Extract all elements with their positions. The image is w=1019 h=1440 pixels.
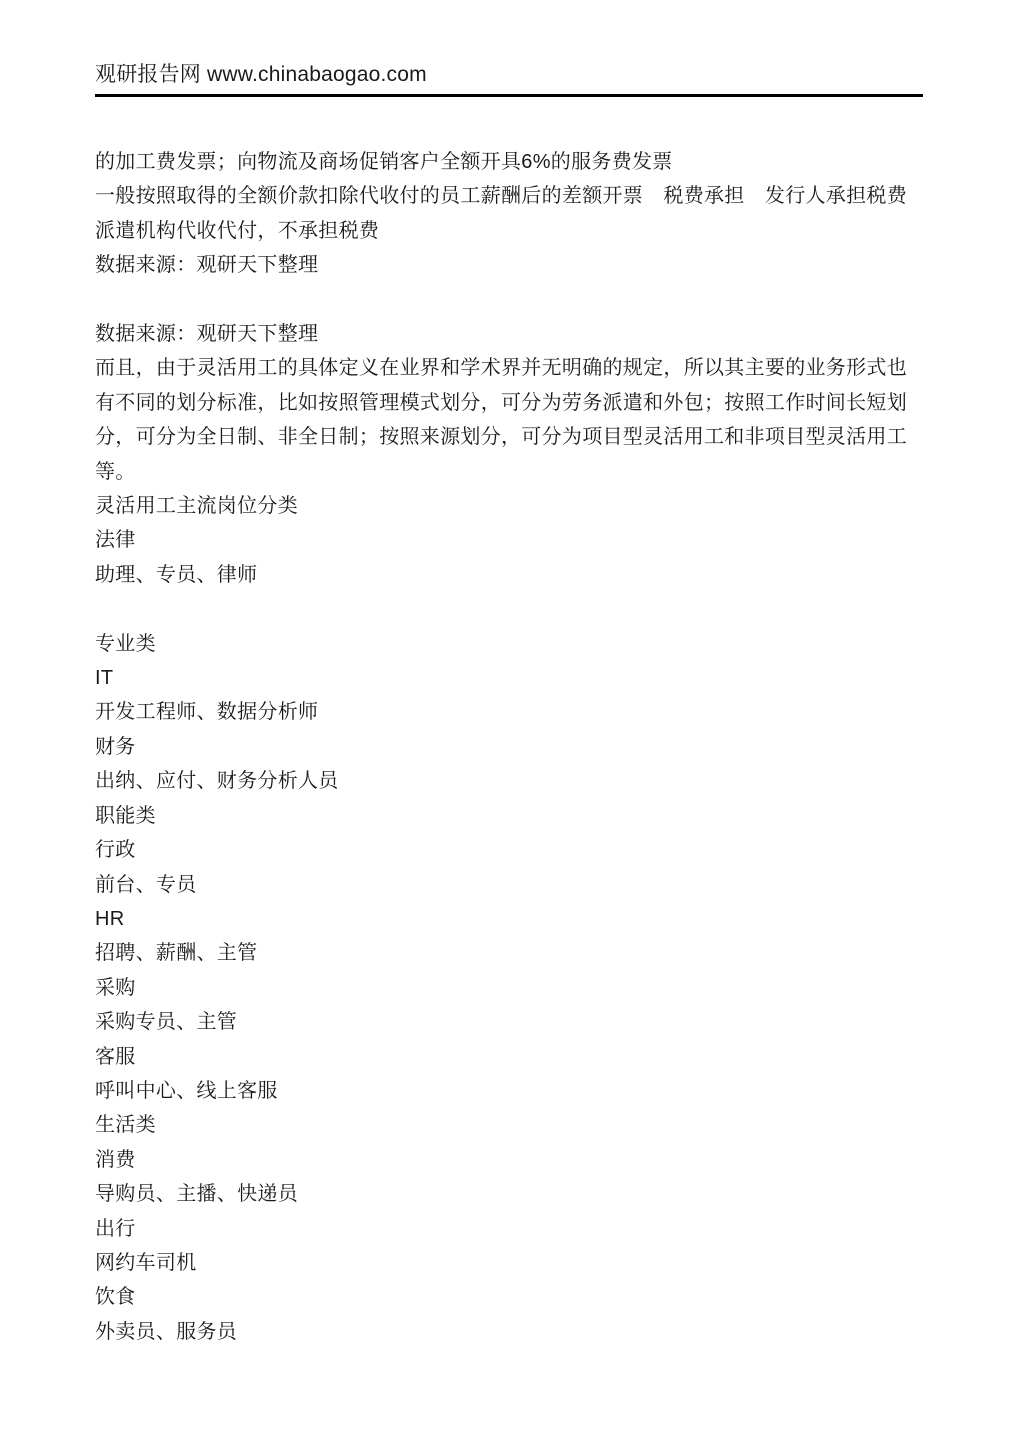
text-line: 一般按照取得的全额价款扣除代收付的员工薪酬后的差额开票 税费承担 发行人承担税费 [95, 185, 907, 208]
text-line: 派遣机构代收代付，不承担税费 [95, 219, 380, 242]
text-line: 灵活用工主流岗位分类 [95, 495, 298, 518]
text-line: 呼叫中心、线上客服 [95, 1079, 278, 1102]
text-line: 导购员、主播、快递员 [95, 1183, 298, 1206]
text-line: 开发工程师、数据分析师 [95, 701, 319, 724]
text-line: 法律 [95, 529, 136, 552]
text-line: 招聘、薪酬、主管 [95, 942, 258, 965]
text-line: 数据来源：观研天下整理 [95, 323, 319, 346]
blank-line [95, 283, 923, 317]
text-line: 财务 [95, 735, 136, 758]
text-line: 客服 [95, 1045, 136, 1068]
text-line: 行政 [95, 839, 136, 862]
page-header [95, 60, 923, 97]
text-line: 网约车司机 [95, 1251, 197, 1274]
text-line: 职能类 [95, 804, 156, 827]
text-line: 采购 [95, 976, 136, 999]
text-line: 而且，由于灵活用工的具体定义在业界和学术界并无明确的规定，所以其主要的业务形式也 [95, 357, 907, 380]
text-line: 饮食 [95, 1286, 136, 1309]
text-line: 等。 [95, 460, 136, 483]
blank-line [95, 592, 923, 626]
text-line: 生活类 [95, 1114, 156, 1137]
text-line: 数据来源：观研天下整理 [95, 254, 319, 277]
text-line: HR [95, 907, 125, 930]
text-line: 分，可分为全日制、非全日制；按照来源划分，可分为项目型灵活用工和非项目型灵活用工 [95, 426, 907, 449]
text-line: 出行 [95, 1217, 136, 1240]
text-line: 助理、专员、律师 [95, 563, 258, 586]
text-line: 采购专员、主管 [95, 1011, 238, 1034]
text-line: 出纳、应付、财务分析人员 [95, 770, 339, 793]
text-line: IT [95, 667, 114, 690]
text-line: 消费 [95, 1148, 136, 1171]
document-body [95, 145, 923, 1349]
text-line: 的加工费发票；向物流及商场促销客户全额开具6%的服务费发票 [95, 151, 673, 173]
text-line: 外卖员、服务员 [95, 1320, 238, 1343]
site-title: 观研报告网 www.chinabaogao.com [95, 63, 427, 86]
text-line: 专业类 [95, 632, 156, 655]
text-line: 有不同的划分标准，比如按照管理模式划分，可分为劳务派遣和外包；按照工作时间长短划 [95, 391, 907, 414]
text-line: 前台、专员 [95, 873, 197, 896]
